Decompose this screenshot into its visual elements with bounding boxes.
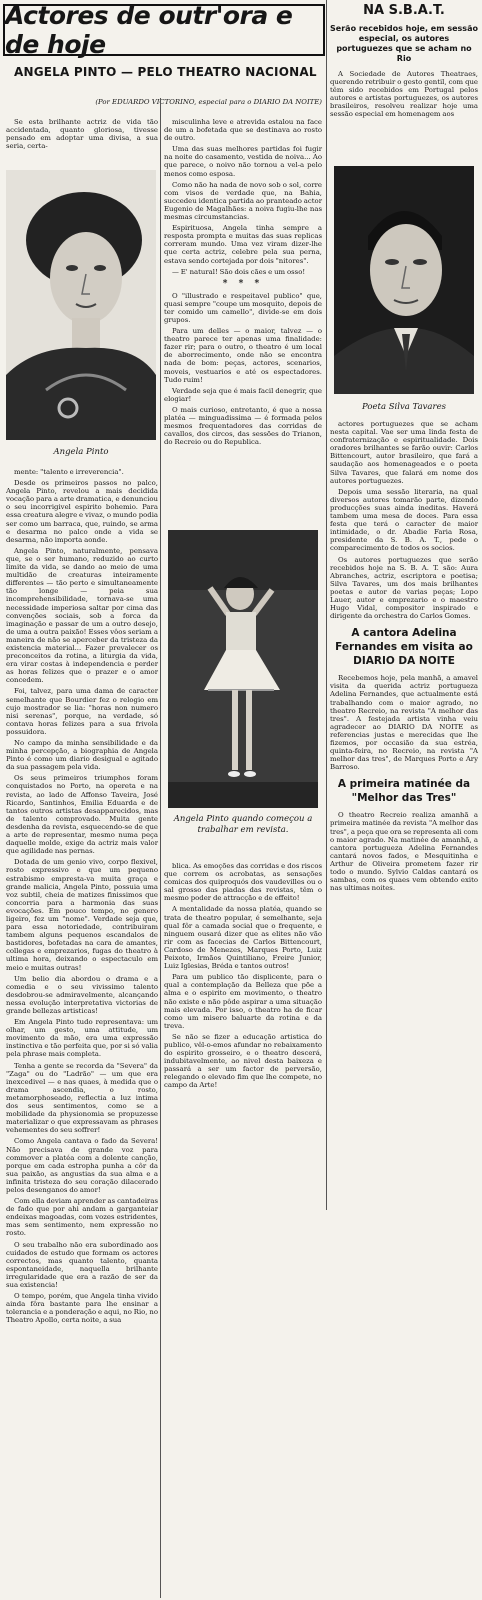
column-rule <box>160 98 161 1598</box>
body-paragraph: A Sociedade de Autores Theatraes, querendo retribuir o gesto gentil, com que têm sido recebidos em Portugal pelos autores e artistas portuguezes, os autores brasileiros, resolveu realizar hoje uma sessão especial em homenagem aos <box>330 70 478 119</box>
column-3-top <box>330 4 478 122</box>
portrait-caption: Angela Pinto <box>53 447 109 457</box>
article-credit: (Por EDUARDO VICTORINO, especial para o DIARIO DA NOITE) <box>95 98 322 106</box>
column-2-top <box>164 118 322 449</box>
article-byline: ANGELA PINTO — PELO THEATRO NACIONAL <box>14 65 317 79</box>
sbat-subheadline: Serão recebidos hoje, em sessão especial, os autores portuguezes que se acham no Rio <box>330 24 478 63</box>
sbat-headline: NA S.B.A.T. <box>363 3 445 18</box>
body-paragraph: Se não se fizer a educação artistica do publico, vêl-o-emos afundar no rebaixamento do espirito grosseiro, e o theatro descerá, indubitavelmente, ao nivel desta baixeza e passará a ser um factor de perversão, relegando o elevado fim que lhe compete, no campo da Arte! <box>164 1032 322 1090</box>
body-paragraph: Depois uma sessão literaria, na qual diversos autores tomarão parte, dizendo producções suas ainda ineditas. Haverá tambem uma mesa de doces. Para essa festa que terá o caracter de maior intimidade, o dr. Abadie Faria Rosa, presidente da S. B. A. T., pede o comparecimento de todos os socios. <box>330 487 478 553</box>
body-paragraph: actores portuguezes que se acham nesta capital. Vae ser uma linda festa de confraternização e espiritualidade. Dois oradores brilhantes se farão ouvir: Carlos Bittencourt, autor brasileiro, que fará a saudação aos homenageados e o poeta Silva Tavares, que falará em nome dos autores portuguezes. <box>330 420 478 485</box>
body-paragraph: Tenha a gente se recorda da "Severa" da "Zaga" ou do "Ladrão" — um que era inexcedivel — e nas quaes, à medida que o drama ascendia, o rosto, metamorphoseado, reflectia a luz intima dos seus sentimentos, como se a mobilidade da physionomia se propuzesse materializar o que expressavam as phrases vehementes do seu soffrer! <box>6 1061 158 1135</box>
body-paragraph: Recebemos hoje, pela manhã, a amavel visita da querida actriz portugueza Adelina Fernandes, que actualmente está trabalhando com o maior agrado, no theatro Recreio, na revista "A melhor das tres". A festejada artista vinha veiu agradecer ao DIARIO DA NOITE as referencias justas e merecidas que lhe fizemos, por occasião da sua estréa, quinta-feira, no Recreio, na revista "A melhor das tres", de Marques Porto e Ary Barroso. <box>330 674 478 772</box>
body-paragraph: Os seus primeiros triumphos foram conquistados no Porto, na opereta e na revista, ao lado de Affonso Taveira, José Ricardo, Santinhos, Emilia Eduarda e de tantos outros artistas desapparecidos, mas de talento comprovado. Muita gente desdenha da revista, esquecendo-se de que a arte de representar, mesmo numa peça daquelle molde, exige da actriz mais valor que agilidade nas pernas. <box>6 774 158 856</box>
column-1-body <box>6 468 158 1327</box>
body-paragraph: Dotada de um genio vivo, corpo flexivel, rosto expressivo e que um pequeno estrabismo empresta-va muita graça e grande malicia, Angela Pinto, possuia uma voz subtil, cheia de matizes finissimos que concorria para a harmonia das suas evocações. Em pouco tempo, no genero ligeiro, fez um "nome". Verdade seja que, para essa notoriedade, contribuiram tambem alguns pequenos escandalos de bastidores, bofetadas na cara de amantes, collegas e emprezarios, fugas do theatro à ultima hora, deixando o espectaculo em meio e muitas outras! <box>6 858 158 972</box>
body-paragraph: Em Angela Pinto tudo representava: um olhar, um gesto, uma attitude, um movimento da mão, era uma expressão instinctiva e tão perfeita que, por si só valia pela phrase mais completa. <box>6 1018 158 1059</box>
body-paragraph: Com ella deviam aprender as cantadeiras de fado que por ahi andam a garganteiar endeixas magoadas, com vozes estridentes, mas sem sentimento, nem expressão no rosto. <box>6 1197 158 1238</box>
adelina-headline: A cantora Adelina Fernandes em visita ao DIARIO DA NOITE <box>335 627 473 668</box>
body-paragraph: Foi, talvez, para uma dama de caracter semelhante que Bourdier fez o relogio em cujo mostrador se lia: "horas non numero nisi serenas", porque, na verdade, só contava horas felizes para a sua frivola possuidora. <box>6 687 158 736</box>
body-paragraph: A mentalidade da nossa platéa, quando se trata de theatro popular, é semelhante, seja qual fôr a camada social que o frequente, e ninguem ousará dizer que as elites não vão rir com as facecias de Carlos Bittencourt, Cardoso de Menezes, Marques Porto, Luiz Peixoto, Irmãos Quintiliano, Freire Junior, Luiz Iglesias, Bréda e tantos outros! <box>164 905 322 971</box>
column-3-bottom <box>330 420 478 895</box>
body-paragraph: Verdade seja que é mais facil denegrir, que elogiar! <box>164 386 322 403</box>
body-paragraph: O mais curioso, entretanto, é que a nossa platéa — minguadissima — é formada pelos mesmos frequentadores das corridas de cavallos, dos circos, das sessões do Trianon, do Recreio ou do Republica. <box>164 405 322 447</box>
body-paragraph: Para um delles — o maior, talvez — o theatro parece ter apenas uma finalidade: fazer rir; para o outro, o theatro é um local de aborrecimento, onde não se encontra nada de bom: peças, actores, scenarios, moveis, vestuarios e até os espectadores. Tudo ruim! <box>164 327 322 384</box>
article-title-box <box>3 1 325 59</box>
column-2-bottom <box>164 862 322 1093</box>
body-paragraph: Uma das suas melhores partidas foi fugir na noite do casamento, vestida de noiva... Ao que parece, o noivo não tornou a vel-a pelo menos como esposa. <box>164 145 322 178</box>
body-paragraph: Espirituosa, Angela tinha sempre a resposta prompta e muitas das suas replicas correram mundo. Uma vez viram dizer-lhe que certa actriz, celebre pela sua perna, estava sendo cortejada por dois "nitores". <box>164 224 322 265</box>
intro-paragraph: Se esta brilhante actriz de vida tão accidentada, quanto gloriosa, tivesse pensado em adoptar uma divisa, a sua seria, certa- <box>6 118 158 151</box>
poet-caption: Poeta Silva Tavares <box>362 402 446 412</box>
body-paragraph: Como não ha nada de novo sob o sol, corre com visos de verdade que, na Bahia, succedeu identica partida ao pranteado actor Eugenio de Magalhães: a noiva fugiu-lhe nas mesmas circumstancias. <box>164 180 322 222</box>
article-title: Actores de outr'ora e de hoje <box>5 1 293 59</box>
body-paragraph: O theatro Recreio realiza amanhã a primeira matinée da revista "A melhor das tres", a peça que ora se representa ali com o maior agrado. Na matinée de amanhã, a cantora portugueza Adelina Fernandes cantará novos fados, e Mesquitinha e Arthur de Oliveira prometem fazer rir todo o mundo. Sylvio Caldas cantará os sambas, com os quaes vem obtendo exito nas ultimas noites. <box>330 811 478 893</box>
dancer-photo <box>168 530 318 808</box>
matinee-headline: A primeira matinée da "Melhor das Tres" <box>337 778 471 805</box>
body-paragraph: O "illustrado e respeitavel publico" que, quasi sempre "coupe um mosquito, depois de ter comido um camello", divide-se em dois grupos. <box>164 291 322 324</box>
body-paragraph: mente: "talento e irreverencia". <box>14 468 124 476</box>
body-paragraph: Para um publico tão displicente, para o qual a contemplação da Belleza que põe a alma e o espirito em movimento, o theatro não existe e não pôde aspirar a uma situação mais elevada. Por isso, o theatro ha de ficar como um misero baluarte da rotina e da treva. <box>164 973 322 1030</box>
section-separator: * * * <box>222 278 264 289</box>
body-paragraph: O seu trabalho não era subordinado aos cuidados de estudo que formam os actores correctos, mas quanto talento, quanta espontaneidade, naquella brilhante irregularidade que era a razão de ser da sua existencia! <box>6 1240 158 1289</box>
body-paragraph: Um belio dia abordou o drama e a comedia e o seu vivissimo talento desdobrou-se admiravelmente, alcançando nessa evolução interpretativa victorias de grande bellezas artisticas! <box>6 974 158 1015</box>
body-paragraph: misculinha leve e atrevida estalou na face de um a bofetada que se destinava ao rosto de outro. <box>164 118 322 143</box>
body-paragraph: Angela Pinto, naturalmente, pensava que, se o ser humano, reduzido ao curto limite da vida, se dando ao meio de uma multidão de creaturas inteiramente differentes — tão perto e simultaneamente tão longe — peia sua incomprehensibilidade, tornava-se uma necessidade imperiosa saltar por cima das convenções sociais, sob a forca da imaginação e passar de um a outro desejo, de uma a outra paixão! Esses vôos seriam a maneira de não se aperceber da tristeza da existencia material... Fazer prevalecer os preconceitos da rotina, a liturgia da vida, era virar costas à independencia e perder as horas felizes que o prazer e o amor concedem. <box>6 546 158 685</box>
body-paragraph: No campo da minha sensibilidade e da minha percepção, a biographia de Angela Pinto é como um diario desigual e agitado da sua passagem pela vida. <box>6 739 158 772</box>
body-paragraph: Os autores portuguezes que serão recebidos hoje na S. B. A. T. são: Aura Abranches, actriz, escriptora e poetisa; Silva Tavares, um dos mais brilhantes poetas e autor de varias peças; Lopo Lauer, autor e emprezario e o maestro Hugo Vidal, compositor inspirado e dirigente da orchestra do Carlos Gomes. <box>330 555 478 621</box>
column-rule <box>326 0 327 1210</box>
portrait-photo <box>6 170 156 440</box>
poet-photo <box>334 166 474 394</box>
dancer-caption: Angela Pinto quando começou a trabalhar em revista. <box>173 814 313 835</box>
body-paragraph: Como Angela cantava o fado da Severa! Não precisava de grande voz para commover a platéa com a dolente canção, porque em cada estropha punha a côr da sua paixão, as angustias da sua alma e a infinita tristeza do seu coração dilacerado pelos desenganos do amor! <box>6 1137 158 1194</box>
body-paragraph: O tempo, porém, que Angela tinha vivido ainda fôra bastante para lhe ensinar a tolerancia e a ponderação e aqui, no Rio, no Theatro Apollo, certa noite, a sua <box>6 1292 158 1325</box>
body-paragraph: blica. As emoções das corridas e dos riscos que correm os acrobatas, as sensações comicas dos quiproquós dos vaudevilles ou o sal grosso das piadas das revistas, têm o mesmo poder de attracção e de effeito! <box>164 862 322 903</box>
body-paragraph: Desde os primeiros passos no palco, Angela Pinto, revelou a mais decidida vocação para a arte dramatica, e denunciou o seu incorrigivel espirito bohemio. Para essa creatura alegre e vivaz, o mundo podia ser como um barraca, que, ruindo, se arma e desarma no palco onde a vida se desarma, não importa aonde. <box>6 479 159 544</box>
column-1 <box>6 118 158 153</box>
body-paragraph: — E' natural! São dois cães e um osso! <box>172 267 306 276</box>
